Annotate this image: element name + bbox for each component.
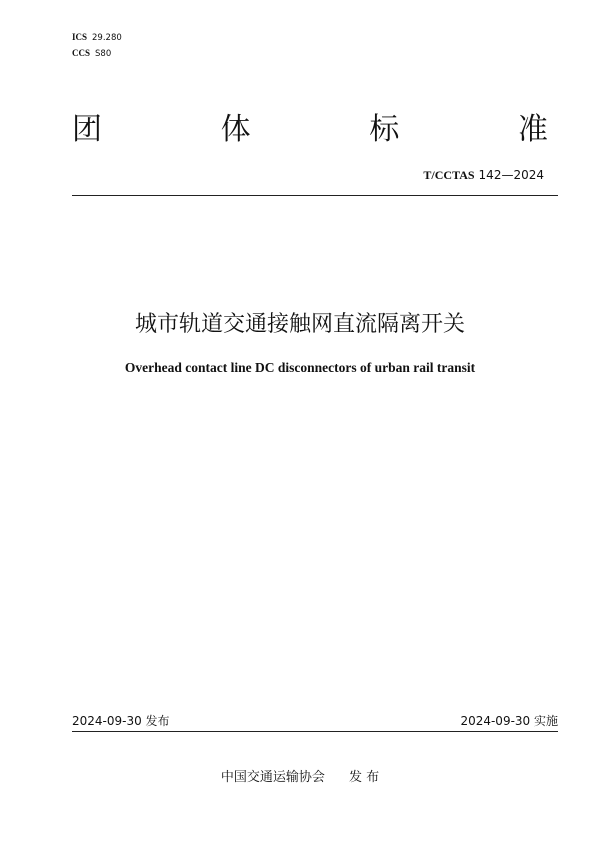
standard-type-char: 准	[517, 112, 548, 147]
issuer-line	[0, 766, 600, 785]
classification-codes	[72, 30, 122, 62]
standard-number	[423, 168, 544, 183]
implementation-date: 2024-09-30 实施	[460, 714, 558, 728]
ccs-value: S80	[95, 49, 112, 59]
document-title-english: Overhead contact line DC disconnectors of urban rail transit	[124, 360, 476, 375]
ics-value: 29.280	[92, 33, 122, 43]
ccs-label: CCS	[72, 48, 91, 58]
ccs-row	[72, 46, 122, 62]
ics-label: ICS	[72, 32, 88, 42]
issue-action: 发 布	[348, 770, 380, 785]
standard-number-prefix: T/CCTAS	[423, 168, 475, 182]
standard-type-char: 标	[369, 112, 400, 147]
standard-number-value: 142—2024	[478, 168, 544, 182]
document-title-chinese: 城市轨道交通接触网直流隔离开关	[134, 312, 465, 337]
standard-type-char: 团	[72, 112, 102, 147]
top-divider	[72, 195, 558, 196]
standard-type-heading	[72, 112, 548, 148]
standard-type-char: 体	[220, 112, 251, 147]
bottom-divider	[72, 731, 558, 732]
ics-row	[72, 30, 122, 46]
issuing-organization: 中国交通运输协会	[220, 770, 325, 785]
issue-date: 2024-09-30 发布	[72, 714, 170, 728]
